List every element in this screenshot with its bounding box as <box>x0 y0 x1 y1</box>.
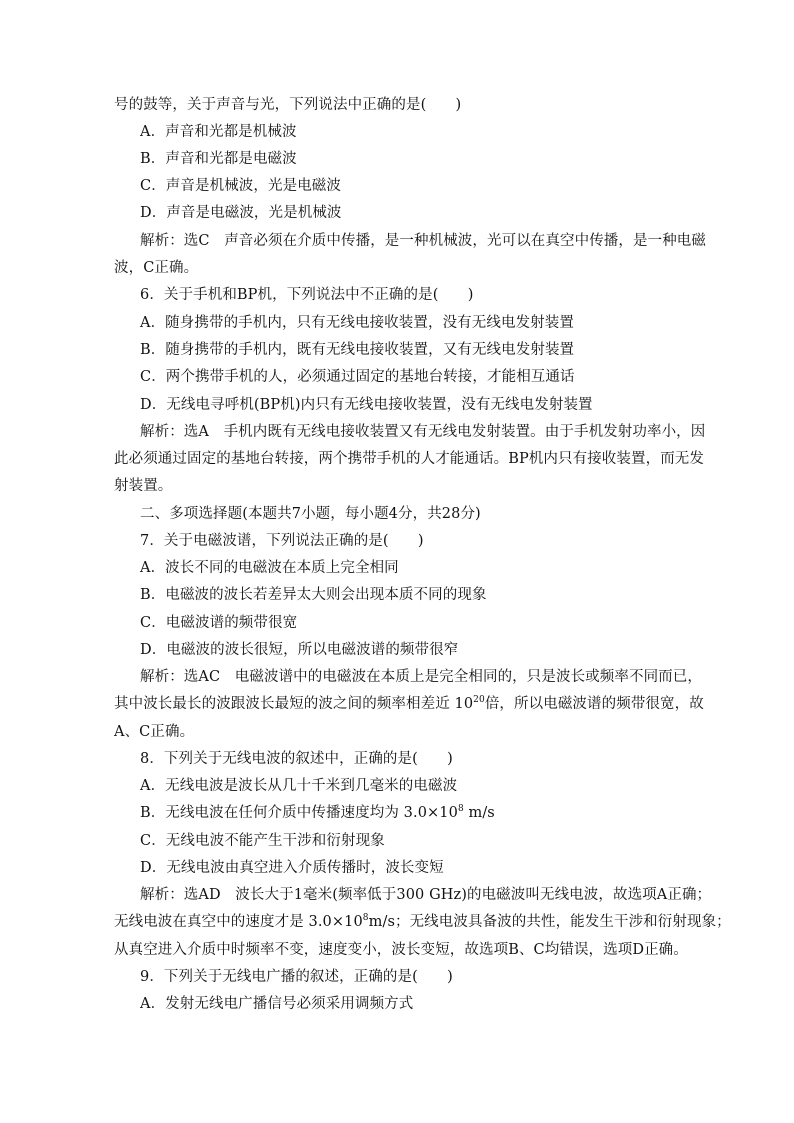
q7-stem: 7．关于电磁波谱，下列说法正确的是( ) <box>140 533 424 549</box>
q6-option-a: A．随身携带的手机内，只有无线电接收装置，没有无线电发射装置 <box>140 315 574 331</box>
q5-option-a: A．声音和光都是机械波 <box>140 124 297 140</box>
q5-explanation-line1: 解析：选C 声音必须在介质中传播，是一种机械波，光可以在真空中传播，是一种电磁 <box>140 233 706 249</box>
q8-explanation-line3: 从真空进入介质中时频率不变，速度变小，波长变短，故选项B、C均错误，选项D正确。 <box>114 942 688 958</box>
q7-explanation-line3: A、C正确。 <box>114 724 195 740</box>
q7-option-c: C．电磁波谱的频带很宽 <box>140 615 298 631</box>
q6-explanation-line2: 此必须通过固定的基地台转接，两个携带手机的人才能通话。BP机内只有接收装置，而无发 <box>114 451 705 467</box>
q5-option-b: B．声音和光都是电磁波 <box>140 151 297 167</box>
q7-option-b: B．电磁波的波长若差异太大则会出现本质不同的现象 <box>140 587 487 603</box>
q6-option-c: C．两个携带手机的人，必须通过固定的基地台转接，才能相互通话 <box>140 369 575 385</box>
q5-option-d: D．声音是电磁波，光是机械波 <box>140 205 342 221</box>
q8-explanation-line2: 无线电波在真空中的速度才是 $3.0\times 10^8m/s$；无线电波具备波的共性，能发生干涉和衍射现象； <box>114 913 731 930</box>
q5-stem-continuation: 号的鼓等，关于声音与光，下列说法中正确的是( ) <box>114 97 462 113</box>
q8-explanation-line1: 解析：选AD 波长大于1毫米(频率低于300 GHz)的电磁波叫无线电波，故选项A正确； <box>140 887 712 903</box>
q6-explanation-line3: 射装置。 <box>114 478 173 494</box>
q7-explanation-line1: 解析：选AC 电磁波谱中的电磁波在本质上是完全相同的，只是波长或频率不同而已， <box>140 669 702 685</box>
q6-option-b: B．随身携带的手机内，既有无线电接收装置，又有无线电发射装置 <box>140 342 575 358</box>
q5-explanation-line2: 波，C正确。 <box>114 260 199 276</box>
q8-stem: 8．下列关于无线电波的叙述中，正确的是( ) <box>140 751 453 767</box>
q8-option-c: C．无线电波不能产生干涉和衍射现象 <box>140 833 385 849</box>
q8-option-b: B．无线电波在任何介质中传播速度均为 $3.0\times 10^8$ m/s <box>140 804 495 821</box>
q7-option-a: A．波长不同的电磁波在本质上完全相同 <box>140 560 399 576</box>
q9-option-a: A．发射无线电广播信号必须采用调频方式 <box>140 996 414 1012</box>
q9-stem: 9．下列关于无线电广播的叙述，正确的是( ) <box>140 969 453 985</box>
q6-explanation-line1: 解析：选A 手机内既有无线电接收装置又有无线电发射装置。由于手机发射功率小，因 <box>140 424 706 440</box>
q6-option-d: D．无线电寻呼机(BP机)内只有无线电接收装置，没有无线电发射装置 <box>140 397 593 413</box>
q7-explanation-line2: 其中波长最长的波跟波长最短的波之间的频率相差近 $10^{20}$倍，所以电磁波谱的频带很宽，故 <box>114 695 704 712</box>
q8-option-a: A．无线电波是波长从几十千米到几毫米的电磁波 <box>140 778 458 794</box>
section-heading-multiple-choice: 二、多项选择题(本题共7小题，每小题4分，共28分) <box>140 506 481 522</box>
q6-stem: 6．关于手机和BP机，下列说法中不正确的是( ) <box>140 287 474 303</box>
q5-option-c: C．声音是机械波，光是电磁波 <box>140 178 341 194</box>
q7-option-d: D．电磁波的波长很短，所以电磁波谱的频带很窄 <box>140 642 459 658</box>
q8-option-d: D．无线电波由真空进入介质传播时，波长变短 <box>140 860 444 876</box>
